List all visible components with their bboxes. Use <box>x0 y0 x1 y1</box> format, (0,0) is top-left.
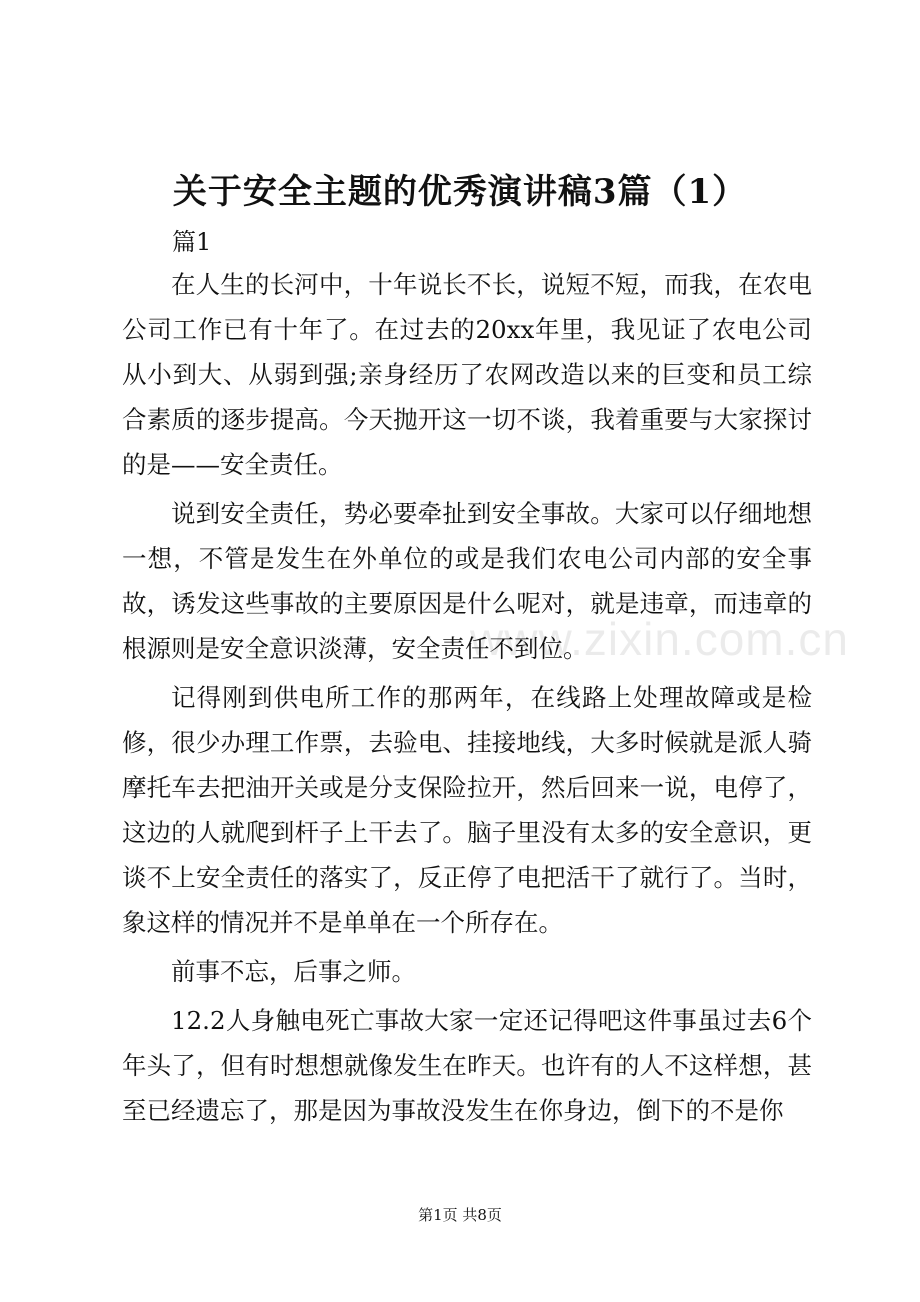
document-body <box>122 262 812 1137</box>
watermark: www.zixin.com.cn <box>470 613 849 665</box>
document-title: 关于安全主题的优秀演讲稿3篇（1） <box>172 172 748 212</box>
section-label: 篇1 <box>172 228 212 256</box>
paragraph: 12.2人身触电死亡事故大家一定还记得吧这件事虽过去6个年头了，但有时想想就像发生在昨天。也许有的人不这样想，甚至已经遗忘了，那是因为事故没发生在你身边，倒下的不是你 <box>122 1006 812 1125</box>
paragraph: 记得刚到供电所工作的那两年，在线路上处理故障或是检修，很少办理工作票，去验电、挂接地线，大多时候就是派人骑摩托车去把油开关或是分支保险拉开，然后回来一说，电停了，这边的人就爬到杆子上干去了。脑子里没有太多的安全意识，更谈不上安全责任的落实了，反正停了电把活干了就行了。当时，象这样的情况并不是单单在一个所存在。 <box>122 683 812 937</box>
paragraph: 说到安全责任，势必要牵扯到安全事故。大家可以仔细地想一想，不管是发生在外单位的或是我们农电公司内部的安全事故，诱发这些事故的主要原因是什么呢对，就是违章，而违章的根源则是安全意识淡薄，安全责任不到位。 <box>122 499 812 663</box>
page-footer: 第1页 共8页 <box>418 1206 502 1224</box>
paragraph: 在人生的长河中，十年说长不长，说短不短，而我，在农电公司工作已有十年了。在过去的20xx年里，我见证了农电公司从小到大、从弱到强;亲身经历了农网改造以来的巨变和员工综合素质的逐步提高。今天抛开这一切不谈，我着重要与大家探讨的是——安全责任。 <box>122 270 812 479</box>
paragraph: 前事不忘，后事之师。 <box>171 957 416 986</box>
